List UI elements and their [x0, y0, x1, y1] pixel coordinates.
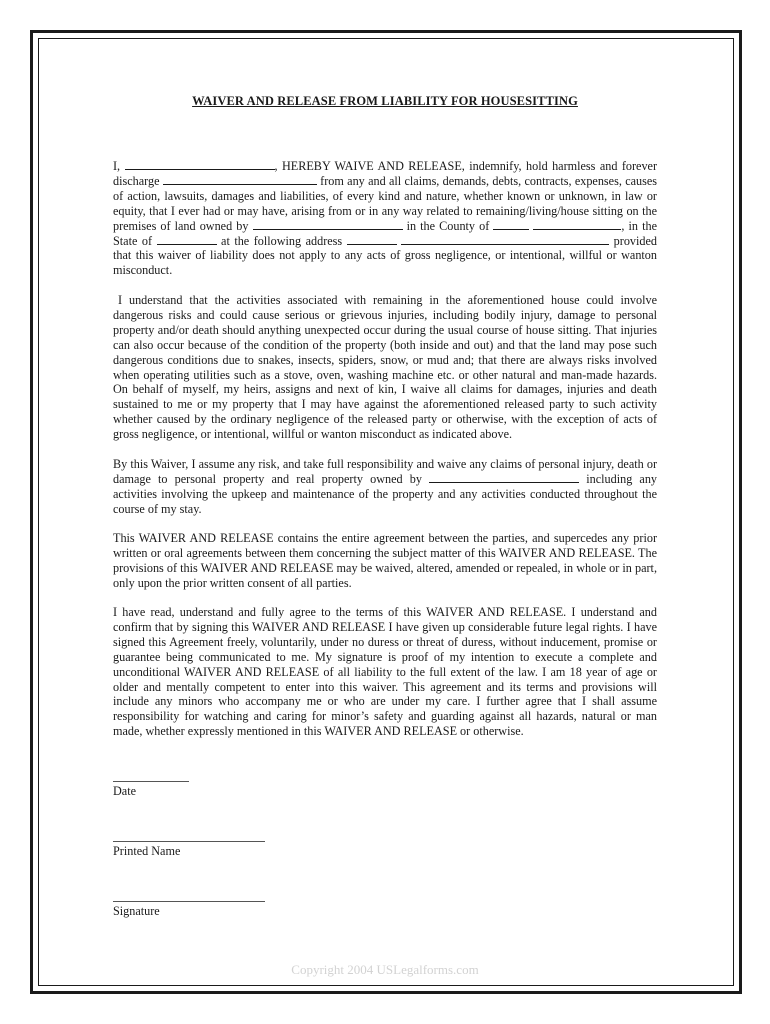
- p1-text-g: provided that this waiver of liability does not apply to any acts of gross negligence, or intentional, willful or wanton misconduct.: [113, 233, 657, 278]
- paragraph-release: [113, 159, 657, 278]
- date-label: Date: [113, 784, 137, 798]
- property-owner-blank[interactable]: [429, 472, 579, 483]
- state-blank[interactable]: [157, 234, 217, 245]
- county-blank-2[interactable]: [533, 219, 621, 230]
- paragraph-entire-agreement: This WAIVER AND RELEASE contains the entire agreement between the parties, and supercedes any prior written or oral agreements between them concerning the subject matter of this WAIVER AND RELEASE. The provisions of this WAIVER AND RELEASE may be waived, altered, amended or repealed, in whole or in part, only upon the prior written consent of all parties.: [113, 531, 657, 590]
- printed-name-label: Printed Name: [113, 844, 181, 858]
- paragraph-risks: I understand that the activities associated with remaining in the aforementioned house could involve dangerous risks and could cause serious or grievous injuries, including bodily injury, damage to personal property and/or death should anything unexpected occur during the usual course of house sitting. That injuries can also occur because of the condition of the property (both inside and out) and that the land may pose such dangerous conditions due to snakes, insects, spiders, snow, or mud and; that there are always risks involved when operating utilities such as a stove, oven, washing machine etc. or other natural and man-made hazards. On behalf of myself, my heirs, assigns and next of kin, I waive all claims for damages, injuries and death sustained to me or my property that I may have against the aforementioned released party to such activity whether caused by the ordinary negligence of the released party or otherwise, with the exception of acts of gross negligence, or intentional, willful or wanton misconduct as indicated above.: [113, 293, 657, 442]
- p1-text-e: , in the State of: [113, 218, 657, 248]
- signature-line[interactable]: [113, 901, 265, 902]
- paragraph-assume-risk: [113, 457, 657, 517]
- address-blank-2[interactable]: [401, 234, 609, 245]
- signature-label: Signature: [113, 904, 160, 918]
- p3-text-b: including any activities involving the upkeep and maintenance of the property and any activities conducted throughout the course of my stay.: [113, 471, 658, 516]
- p1-text-b: , HEREBY WAIVE AND RELEASE, indemnify, hold harmless and forever discharge: [113, 159, 658, 188]
- document-title: WAIVER AND RELEASE FROM LIABILITY FOR HOUSESITTING: [192, 94, 578, 108]
- address-blank-1[interactable]: [347, 234, 397, 245]
- printed-name-line[interactable]: [113, 841, 265, 842]
- p1-text-d: in the County of: [406, 218, 490, 233]
- paragraph-acknowledgement: I have read, understand and fully agree to the terms of this WAIVER AND RELEASE. I understand and confirm that by signing this WAIVER AND RELEASE I have given up considerable future legal rights. I have signed this Agreement freely, voluntarily, under no duress or threat of duress, without inducement, promise or guarantee being communicated to me. My signature is proof of my intention to execute a complete and unconditional WAIVER AND RELEASE of all liability to the full extent of the law. I am 18 year of age or older and mentally competent to enter into this waiver. This agreement and its terms and provisions will include any minors who accompany me or who are under my care. I further agree that I shall assume responsibility for watching and caring for minor’s safety and guarding against all hazards, natural or man made, whether expressly mentioned in this WAIVER AND RELEASE or otherwise.: [113, 605, 657, 739]
- county-blank-1[interactable]: [493, 219, 529, 230]
- released-party-blank[interactable]: [163, 174, 317, 185]
- p1-text-a: I,: [113, 159, 121, 173]
- p1-text-c: from any and all claims, demands, debts, contracts, expenses, causes of action, lawsuits, damages and liabilities, of every kind and nature, whether known or unknown, in law or equity, that I ever had or may have, arising from or in any way related to remaining/living/house sitting on the premises of land owned by: [113, 173, 657, 233]
- landowner-name-blank[interactable]: [253, 219, 403, 230]
- p3-text-a: By this Waiver, I assume any risk, and take full responsibility and waive any claims of personal injury, death or damage to personal property and real property owned by: [113, 457, 657, 486]
- copyright-footer: Copyright 2004 USLegalforms.com: [291, 962, 479, 977]
- date-line[interactable]: [113, 781, 189, 782]
- releasor-name-blank[interactable]: [125, 159, 275, 170]
- p1-text-f: at the following address: [221, 233, 343, 248]
